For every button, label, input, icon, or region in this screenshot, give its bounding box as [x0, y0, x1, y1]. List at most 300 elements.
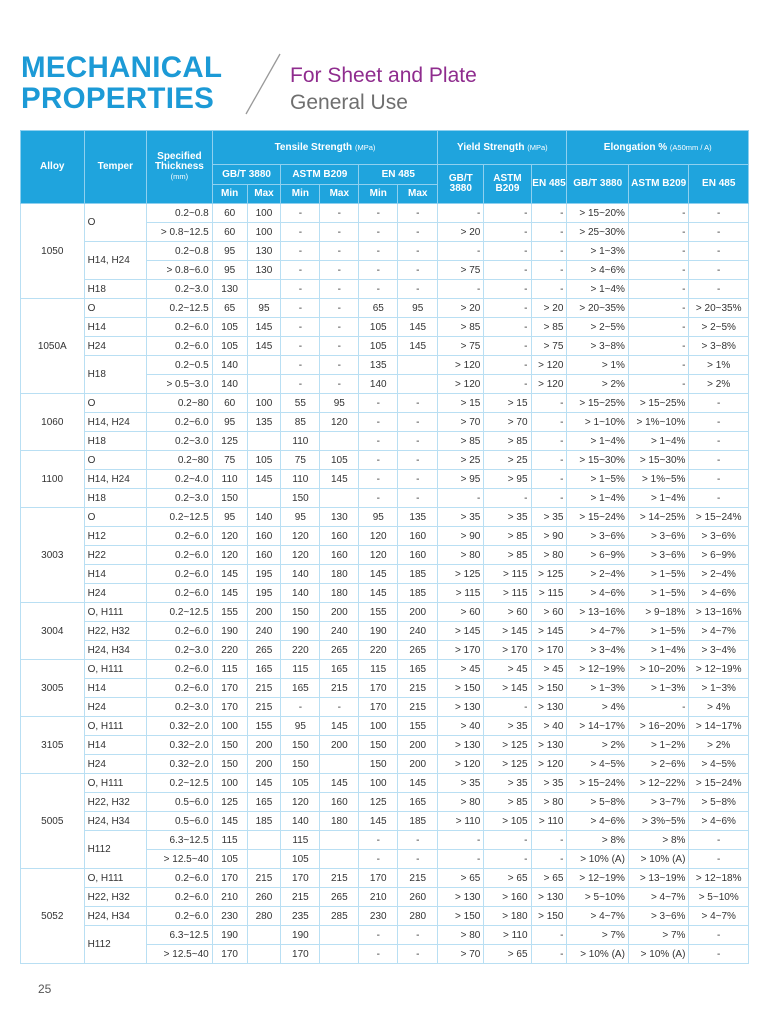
thickness-cell: 0.32~2.0	[147, 755, 213, 774]
tensile-gbt-max: 100	[247, 394, 281, 413]
tensile-astm-min: 215	[281, 888, 320, 907]
tensile-en-min: -	[359, 451, 398, 470]
header-yield-label: Yield Strength	[457, 141, 525, 153]
table-row	[21, 489, 749, 508]
table-row	[21, 546, 749, 565]
yield-en: -	[531, 394, 567, 413]
elong-en: -	[689, 945, 749, 964]
temper-cell: H14, H24	[84, 413, 147, 432]
thickness-cell: > 0.8~12.5	[147, 223, 213, 242]
tensile-en-max: -	[398, 850, 438, 869]
yield-gbt: > 25	[438, 451, 484, 470]
elong-en: > 4~5%	[689, 755, 749, 774]
tensile-astm-max: 130	[320, 508, 359, 527]
thickness-cell: > 0.5~3.0	[147, 375, 213, 394]
elong-astm: > 13~19%	[628, 869, 688, 888]
tensile-astm-max: 120	[320, 413, 359, 432]
tensile-astm-max: 265	[320, 888, 359, 907]
tensile-gbt-max	[247, 489, 281, 508]
thickness-cell: 0.2~6.0	[147, 660, 213, 679]
yield-en: > 170	[531, 641, 567, 660]
tensile-en-min: -	[359, 470, 398, 489]
thickness-cell: 0.2~6.0	[147, 907, 213, 926]
tensile-gbt-min: 60	[212, 223, 247, 242]
yield-en: > 110	[531, 812, 567, 831]
tensile-astm-max: -	[320, 318, 359, 337]
yield-en: -	[531, 470, 567, 489]
yield-gbt: -	[438, 831, 484, 850]
yield-astm: -	[484, 375, 531, 394]
tensile-gbt-min: 170	[212, 869, 247, 888]
elong-gbt: > 1~3%	[567, 679, 629, 698]
tensile-en-min: 150	[359, 736, 398, 755]
thickness-cell: 0.2~3.0	[147, 641, 213, 660]
header-elong-gbt3880: GB/T 3880	[567, 165, 629, 204]
tensile-astm-max: 180	[320, 584, 359, 603]
tensile-astm-max	[320, 831, 359, 850]
tensile-astm-min: 105	[281, 774, 320, 793]
tensile-en-min: 120	[359, 527, 398, 546]
yield-gbt: -	[438, 204, 484, 223]
tensile-astm-min: 120	[281, 527, 320, 546]
thickness-cell: > 12.5~40	[147, 945, 213, 964]
tensile-gbt-max: 135	[247, 413, 281, 432]
elong-astm: -	[628, 223, 688, 242]
table-row	[21, 812, 749, 831]
tensile-en-max: 165	[398, 793, 438, 812]
yield-astm: > 160	[484, 888, 531, 907]
tensile-gbt-min: 95	[212, 261, 247, 280]
yield-en: -	[531, 850, 567, 869]
elong-gbt: > 5~10%	[567, 888, 629, 907]
yield-gbt: > 40	[438, 717, 484, 736]
temper-cell: O, H111	[84, 869, 147, 888]
tensile-astm-min: 85	[281, 413, 320, 432]
yield-gbt: > 145	[438, 622, 484, 641]
yield-astm: -	[484, 831, 531, 850]
tensile-en-min: 65	[359, 299, 398, 318]
yield-en: > 20	[531, 299, 567, 318]
tensile-astm-max: -	[320, 280, 359, 299]
tensile-astm-min: 220	[281, 641, 320, 660]
table-row	[21, 622, 749, 641]
elong-en: > 3~4%	[689, 641, 749, 660]
tensile-gbt-min: 105	[212, 850, 247, 869]
table-row	[21, 204, 749, 223]
yield-astm: -	[484, 299, 531, 318]
tensile-gbt-min: 115	[212, 660, 247, 679]
thickness-cell: 0.2~0.8	[147, 242, 213, 261]
temper-cell: O, H111	[84, 603, 147, 622]
tensile-gbt-max: 200	[247, 736, 281, 755]
thickness-cell: 6.3~12.5	[147, 831, 213, 850]
tensile-astm-max: 145	[320, 470, 359, 489]
page-title	[21, 52, 261, 114]
elong-gbt: > 4~7%	[567, 622, 629, 641]
header-thickness-label: Specified Thickness	[154, 151, 204, 172]
elong-gbt: > 4~5%	[567, 755, 629, 774]
temper-cell: H22, H32	[84, 888, 147, 907]
table-row	[21, 660, 749, 679]
thickness-cell: 0.2~4.0	[147, 470, 213, 489]
tensile-gbt-min: 140	[212, 375, 247, 394]
elong-astm: > 1%~10%	[628, 413, 688, 432]
elong-gbt: > 2%	[567, 375, 629, 394]
yield-gbt: > 20	[438, 299, 484, 318]
tensile-gbt-min: 60	[212, 394, 247, 413]
tensile-en-min: -	[359, 489, 398, 508]
tensile-en-max: 135	[398, 508, 438, 527]
elong-en: > 2~4%	[689, 565, 749, 584]
yield-astm: > 35	[484, 774, 531, 793]
tensile-gbt-max: 140	[247, 508, 281, 527]
table-row	[21, 698, 749, 717]
elong-en: > 13~16%	[689, 603, 749, 622]
header-min: Min	[281, 185, 320, 204]
tensile-astm-min: 165	[281, 679, 320, 698]
elong-en: > 5~10%	[689, 888, 749, 907]
yield-en: > 35	[531, 774, 567, 793]
tensile-en-min: -	[359, 223, 398, 242]
yield-gbt: > 125	[438, 565, 484, 584]
temper-cell: H18	[84, 432, 147, 451]
temper-cell: O, H111	[84, 660, 147, 679]
tensile-gbt-max: 260	[247, 888, 281, 907]
yield-en: > 80	[531, 793, 567, 812]
tensile-en-max	[398, 375, 438, 394]
yield-astm: > 95	[484, 470, 531, 489]
elong-astm: > 3~6%	[628, 546, 688, 565]
tensile-astm-max: 265	[320, 641, 359, 660]
yield-en: > 35	[531, 508, 567, 527]
yield-astm: > 125	[484, 736, 531, 755]
tensile-gbt-min: 145	[212, 584, 247, 603]
elong-astm: > 3~6%	[628, 907, 688, 926]
tensile-astm-min: 75	[281, 451, 320, 470]
thickness-cell: 0.2~0.8	[147, 204, 213, 223]
yield-astm: > 85	[484, 546, 531, 565]
table-row	[21, 584, 749, 603]
yield-en: > 85	[531, 318, 567, 337]
elong-en: > 2~5%	[689, 318, 749, 337]
yield-en: -	[531, 831, 567, 850]
table-row	[21, 926, 749, 945]
elong-astm: > 3~7%	[628, 793, 688, 812]
yield-en: > 45	[531, 660, 567, 679]
elong-en: > 20~35%	[689, 299, 749, 318]
yield-gbt: > 150	[438, 907, 484, 926]
yield-gbt: > 80	[438, 926, 484, 945]
tensile-gbt-min: 170	[212, 945, 247, 964]
elong-en: -	[689, 470, 749, 489]
tensile-gbt-min: 130	[212, 280, 247, 299]
yield-astm: > 170	[484, 641, 531, 660]
table-row	[21, 470, 749, 489]
yield-astm: > 65	[484, 869, 531, 888]
yield-gbt: > 15	[438, 394, 484, 413]
elong-gbt: > 4%	[567, 698, 629, 717]
tensile-gbt-max	[247, 945, 281, 964]
yield-gbt: > 95	[438, 470, 484, 489]
elong-astm: > 1~5%	[628, 622, 688, 641]
thickness-cell: 0.2~3.0	[147, 698, 213, 717]
tensile-astm-min: 140	[281, 812, 320, 831]
thickness-cell: 0.2~6.0	[147, 584, 213, 603]
yield-en: > 120	[531, 755, 567, 774]
alloy-cell: 5005	[21, 774, 85, 869]
tensile-astm-min: 190	[281, 622, 320, 641]
alloy-cell: 3004	[21, 603, 85, 660]
header-max: Max	[247, 185, 281, 204]
thickness-cell: 0.2~80	[147, 451, 213, 470]
temper-cell: H24	[84, 584, 147, 603]
yield-astm: -	[484, 280, 531, 299]
elong-gbt: > 6~9%	[567, 546, 629, 565]
elong-astm: > 3%~5%	[628, 812, 688, 831]
tensile-gbt-min: 115	[212, 831, 247, 850]
tensile-en-max: -	[398, 413, 438, 432]
tensile-astm-max: -	[320, 223, 359, 242]
elong-gbt: > 1%	[567, 356, 629, 375]
tensile-gbt-max: 145	[247, 337, 281, 356]
tensile-en-min: 135	[359, 356, 398, 375]
tensile-gbt-min: 95	[212, 242, 247, 261]
tensile-en-max: 155	[398, 717, 438, 736]
table-row	[21, 641, 749, 660]
yield-gbt: > 120	[438, 755, 484, 774]
temper-cell: H14	[84, 736, 147, 755]
tensile-gbt-min: 105	[212, 337, 247, 356]
elong-en: -	[689, 489, 749, 508]
tensile-gbt-max: 195	[247, 584, 281, 603]
tensile-gbt-min: 170	[212, 679, 247, 698]
temper-cell: H14	[84, 318, 147, 337]
tensile-gbt-max: 200	[247, 755, 281, 774]
elong-en: > 4%	[689, 698, 749, 717]
yield-gbt: > 90	[438, 527, 484, 546]
elong-astm: > 15~30%	[628, 451, 688, 470]
tensile-en-min: 220	[359, 641, 398, 660]
elong-gbt: > 8%	[567, 831, 629, 850]
tensile-gbt-max: 95	[247, 299, 281, 318]
temper-cell: H24, H34	[84, 641, 147, 660]
tensile-gbt-min: 210	[212, 888, 247, 907]
tensile-en-max: 200	[398, 603, 438, 622]
temper-cell: O	[84, 394, 147, 413]
yield-astm: > 115	[484, 584, 531, 603]
elong-en: > 4~7%	[689, 622, 749, 641]
thickness-cell: 0.2~6.0	[147, 413, 213, 432]
tensile-en-min: -	[359, 945, 398, 964]
tensile-astm-max: 285	[320, 907, 359, 926]
tensile-gbt-min: 95	[212, 508, 247, 527]
tensile-astm-max: -	[320, 698, 359, 717]
tensile-astm-min: 150	[281, 736, 320, 755]
yield-en: > 40	[531, 717, 567, 736]
yield-gbt: > 130	[438, 736, 484, 755]
tensile-astm-max: 95	[320, 394, 359, 413]
tensile-astm-max: -	[320, 337, 359, 356]
yield-astm: > 35	[484, 717, 531, 736]
alloy-cell: 1050A	[21, 299, 85, 394]
tensile-en-max: -	[398, 223, 438, 242]
tensile-en-max: 185	[398, 584, 438, 603]
thickness-cell: 0.2~6.0	[147, 622, 213, 641]
tensile-en-min: 230	[359, 907, 398, 926]
table-row	[21, 394, 749, 413]
tensile-astm-min: 95	[281, 508, 320, 527]
temper-cell: H24, H34	[84, 907, 147, 926]
tensile-gbt-max: 165	[247, 660, 281, 679]
thickness-cell: 0.2~12.5	[147, 774, 213, 793]
subtitle-general-use: General Use	[290, 91, 408, 114]
elong-gbt: > 12~19%	[567, 660, 629, 679]
tensile-astm-min: 190	[281, 926, 320, 945]
tensile-astm-max: 160	[320, 527, 359, 546]
elong-en: > 15~24%	[689, 508, 749, 527]
tensile-astm-min: 95	[281, 717, 320, 736]
yield-astm: -	[484, 489, 531, 508]
elong-gbt: > 1~4%	[567, 489, 629, 508]
elong-en: > 5~8%	[689, 793, 749, 812]
yield-gbt: -	[438, 280, 484, 299]
tensile-astm-min: 150	[281, 603, 320, 622]
elong-astm: > 12~22%	[628, 774, 688, 793]
tensile-gbt-min: 100	[212, 774, 247, 793]
elong-astm: > 1~4%	[628, 432, 688, 451]
tensile-astm-max: 160	[320, 793, 359, 812]
elong-astm: > 15~25%	[628, 394, 688, 413]
slash-divider-icon	[240, 52, 284, 116]
tensile-gbt-max: 160	[247, 527, 281, 546]
tensile-gbt-max: 100	[247, 204, 281, 223]
table-row	[21, 907, 749, 926]
elong-en: -	[689, 831, 749, 850]
thickness-cell: > 0.8~6.0	[147, 261, 213, 280]
header-yield-astmb209: ASTM B209	[484, 165, 531, 204]
tensile-astm-min: 170	[281, 945, 320, 964]
yield-en: > 145	[531, 622, 567, 641]
header-max: Max	[398, 185, 438, 204]
header-elongation-unit: (A50mm / A)	[669, 142, 712, 152]
tensile-gbt-max: 145	[247, 470, 281, 489]
elong-gbt: > 4~6%	[567, 584, 629, 603]
tensile-en-max: 215	[398, 698, 438, 717]
tensile-gbt-max: 200	[247, 603, 281, 622]
tensile-astm-max	[320, 432, 359, 451]
tensile-gbt-min: 155	[212, 603, 247, 622]
yield-gbt: > 20	[438, 223, 484, 242]
tensile-en-min: 95	[359, 508, 398, 527]
elong-en: -	[689, 261, 749, 280]
yield-gbt: -	[438, 850, 484, 869]
elong-gbt: > 1~10%	[567, 413, 629, 432]
tensile-en-max: -	[398, 280, 438, 299]
yield-en: > 130	[531, 736, 567, 755]
tensile-astm-min: -	[281, 280, 320, 299]
table-row	[21, 755, 749, 774]
header-thickness	[147, 131, 213, 204]
elong-gbt: > 4~6%	[567, 261, 629, 280]
tensile-en-max: 280	[398, 907, 438, 926]
table-row	[21, 318, 749, 337]
elong-en: -	[689, 926, 749, 945]
yield-astm: > 65	[484, 945, 531, 964]
tensile-en-max: 160	[398, 527, 438, 546]
yield-en: > 130	[531, 698, 567, 717]
tensile-en-min: 170	[359, 869, 398, 888]
tensile-gbt-max: 215	[247, 698, 281, 717]
yield-en: > 125	[531, 565, 567, 584]
tensile-en-min: -	[359, 432, 398, 451]
yield-en: > 150	[531, 907, 567, 926]
elong-astm: > 8%	[628, 831, 688, 850]
tensile-astm-max: 180	[320, 812, 359, 831]
tensile-en-min: 210	[359, 888, 398, 907]
tensile-en-min: -	[359, 394, 398, 413]
yield-astm: -	[484, 850, 531, 869]
tensile-en-min: 115	[359, 660, 398, 679]
table-header	[21, 131, 749, 204]
table-row	[21, 717, 749, 736]
alloy-cell: 1100	[21, 451, 85, 508]
elong-en: > 4~6%	[689, 584, 749, 603]
yield-gbt: > 120	[438, 356, 484, 375]
elong-gbt: > 1~3%	[567, 242, 629, 261]
elong-en: > 3~6%	[689, 527, 749, 546]
tensile-astm-max: -	[320, 375, 359, 394]
yield-astm: -	[484, 204, 531, 223]
header-elong-astmb209: ASTM B209	[628, 165, 688, 204]
elong-en: -	[689, 204, 749, 223]
tensile-gbt-max: 130	[247, 242, 281, 261]
temper-cell: H112	[84, 926, 147, 964]
yield-astm: > 145	[484, 679, 531, 698]
tensile-astm-max: 180	[320, 565, 359, 584]
temper-cell: H22, H32	[84, 793, 147, 812]
tensile-gbt-max: 265	[247, 641, 281, 660]
title-line-1: MECHANICAL	[21, 51, 223, 84]
elong-gbt: > 3~8%	[567, 337, 629, 356]
tensile-en-max: 165	[398, 660, 438, 679]
tensile-gbt-max: 105	[247, 451, 281, 470]
tensile-astm-max: -	[320, 299, 359, 318]
tensile-gbt-min: 100	[212, 717, 247, 736]
tensile-gbt-min: 95	[212, 413, 247, 432]
tensile-astm-min: -	[281, 223, 320, 242]
tensile-gbt-max: 165	[247, 793, 281, 812]
thickness-cell: 0.2~3.0	[147, 489, 213, 508]
yield-en: > 120	[531, 375, 567, 394]
alloy-cell: 5052	[21, 869, 85, 964]
tensile-en-max: 265	[398, 641, 438, 660]
thickness-cell: 0.2~6.0	[147, 318, 213, 337]
tensile-astm-max: 200	[320, 603, 359, 622]
temper-cell: O	[84, 204, 147, 242]
temper-cell: H14, H24	[84, 242, 147, 280]
yield-astm: -	[484, 698, 531, 717]
elong-astm: > 14~25%	[628, 508, 688, 527]
thickness-cell: 0.5~6.0	[147, 793, 213, 812]
elong-astm: > 3~6%	[628, 527, 688, 546]
tensile-en-min: -	[359, 242, 398, 261]
yield-gbt: > 35	[438, 774, 484, 793]
tensile-gbt-max: 240	[247, 622, 281, 641]
table-row	[21, 280, 749, 299]
yield-gbt: > 65	[438, 869, 484, 888]
tensile-gbt-max	[247, 280, 281, 299]
yield-astm: -	[484, 261, 531, 280]
